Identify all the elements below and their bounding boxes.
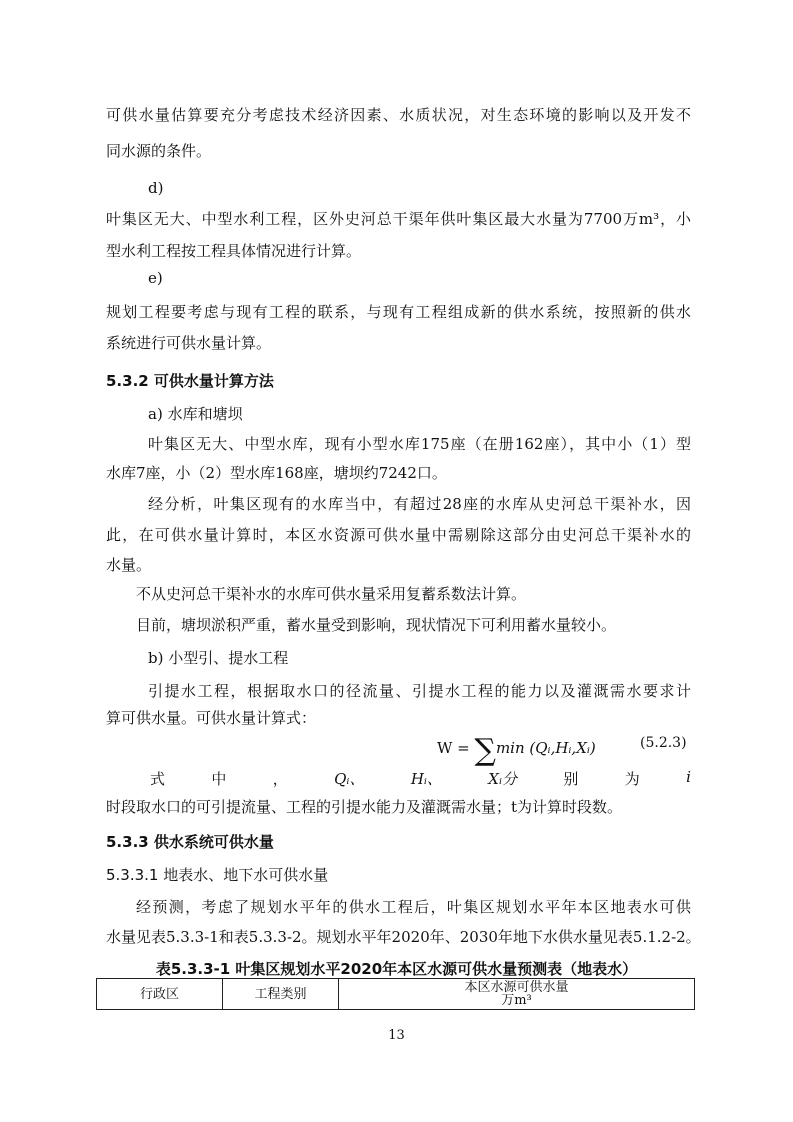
column-header-supply-label: 本区水源可供水量 <box>464 980 569 995</box>
supply-forecast-table <box>96 978 695 1010</box>
paragraph-line: 时段取水口的可引提流量、工程的引提水能力及灌溉需水量；t为计算时段数。 <box>106 798 623 816</box>
paragraph-line: 叶集区无大、中型水利工程，区外史河总干渠年供叶集区最大水量为7700万m³，小 <box>106 210 691 228</box>
list-label-e: e) <box>148 269 163 287</box>
subsection-label-b: b) 小型引、提水工程 <box>148 649 289 667</box>
where-token: 中 <box>211 770 227 788</box>
paragraph-line: 水量见表5.3.3-1和表5.3.3-2。规划水平年2020年、2030年地下水供水量见表5.1.2-2。 <box>106 928 701 946</box>
column-header-supply-unit: 万m³ <box>501 993 532 1008</box>
formula-5-2-3 <box>437 733 596 768</box>
paragraph-line: 引提水工程，根据取水口的径流量、引提水工程的能力以及灌溉需水要求计 <box>148 682 691 700</box>
section-heading-5-3-2: 5.3.2 可供水量计算方法 <box>106 372 274 390</box>
where-token: 别 <box>563 770 579 788</box>
column-header-project-type: 工程类别 <box>223 979 339 1010</box>
paragraph-line: 水库7座，小（2）型水库168座，塘坝约7242口。 <box>106 464 447 482</box>
paragraph-line: 经分析，叶集区现有的水库当中，有超过28座的水库从史河总干渠补水，因 <box>148 495 691 513</box>
paragraph-line: 目前，塘坝淤积严重，蓄水量受到影响，现状情况下可利用蓄水量较小。 <box>136 616 617 634</box>
page-number: 13 <box>388 1028 405 1043</box>
paragraph-line: 经预测，考虑了规划水平年的供水工程后，叶集区规划水平年本区地表水可供 <box>136 898 691 916</box>
where-token: i <box>686 768 691 786</box>
column-header-district: 行政区 <box>97 979 223 1010</box>
where-token: 式 <box>150 770 166 788</box>
formula-where-line <box>150 768 691 789</box>
paragraph-line: 系统进行可供水量计算。 <box>106 334 272 352</box>
paragraph-line: 可供水量估算要充分考虑技术经济因素、水质状况，对生态环境的影响以及开发不 <box>106 106 691 124</box>
equation-number: (5.2.3) <box>640 735 687 751</box>
table-header-row <box>97 979 695 1010</box>
where-token: Xᵢ分 <box>488 770 517 788</box>
column-header-supply <box>339 979 695 1010</box>
summation-symbol: ∑ <box>474 733 496 768</box>
paragraph-line: 规划工程要考虑与现有工程的联系，与现有工程组成新的供水系统，按照新的供水 <box>106 303 691 321</box>
paragraph-line: 水量。 <box>106 556 152 574</box>
paragraph-line: 同水源的条件。 <box>106 142 212 160</box>
where-token: 为 <box>624 770 640 788</box>
formula-lhs: W = <box>437 739 475 757</box>
formula-rhs: min (Qᵢ,Hᵢ,Xᵢ) <box>495 739 596 757</box>
where-token: Qᵢ、 <box>334 770 365 788</box>
table-caption: 表5.3.3-1 叶集区规划水平2020年本区水源可供水量预测表（地表水） <box>155 960 638 978</box>
paragraph-line: 不从史河总干渠补水的水库可供水量采用复蓄系数法计算。 <box>136 585 527 603</box>
section-heading-5-3-3: 5.3.3 供水系统可供水量 <box>106 833 274 851</box>
paragraph-line: 算可供水量。可供水量计算式： <box>106 709 317 727</box>
subsection-heading-5-3-3-1: 5.3.3.1 地表水、地下水可供水量 <box>106 866 329 884</box>
paragraph-line: 此，在可供水量计算时，本区水资源可供水量中需剔除这部分由史河总干渠补水的 <box>106 526 691 544</box>
subsection-label-a: a) 水库和塘坝 <box>148 405 243 423</box>
where-token: Hᵢ、 <box>410 770 442 788</box>
where-token: ， <box>272 770 288 788</box>
list-label-d: d) <box>148 179 164 197</box>
paragraph-line: 叶集区无大、中型水库，现有小型水库175座（在册162座），其中小（1）型 <box>148 435 691 453</box>
paragraph-line: 型水利工程按工程具体情况进行计算。 <box>106 242 362 260</box>
